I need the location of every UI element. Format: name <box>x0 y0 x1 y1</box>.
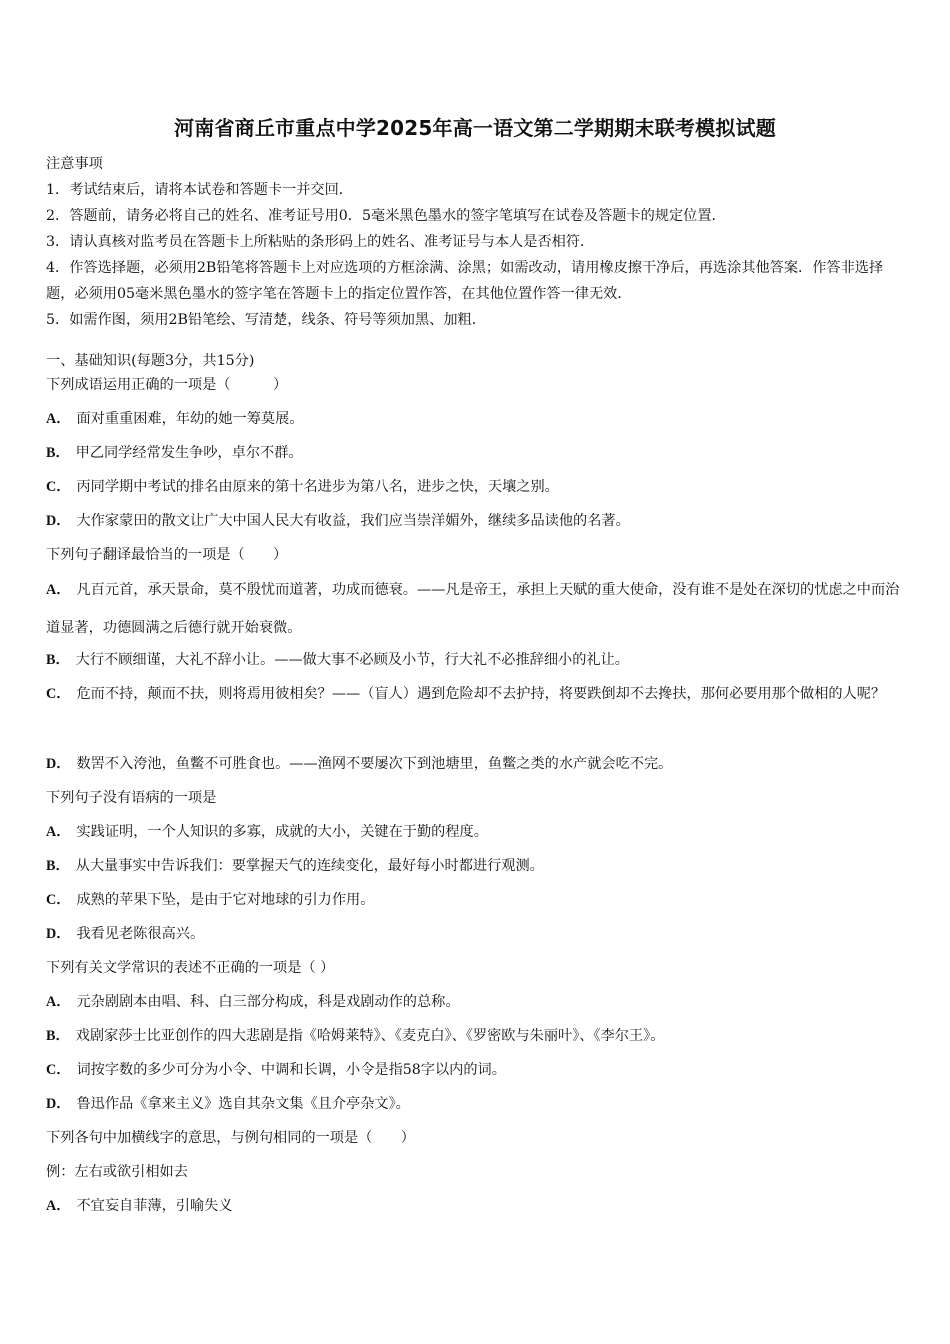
notice-item: 4．作答选择题，必须用2B铅笔将答题卡上对应选项的方框涂满、涂黑；如需改动，请用橡皮擦干净后，再选涂其他答案．作答非选择题，必须用05毫米黑色墨水的签字笔在答题卡上的指定位置作答，在其他位置作答一律无效． <box>46 260 884 302</box>
option-label: A． <box>46 582 71 598</box>
example-sentence: 例：左右或欲引相如去 <box>46 1164 188 1180</box>
option-text: 危而不持，颠而不扶，则将焉用彼相矣？——（盲人）遇到危险却不去护持，将要跌倒却不去搀扶，那何必要用那个做相的人呢？ <box>76 686 886 702</box>
option <box>46 571 904 647</box>
option <box>46 511 904 531</box>
option-text: 实践证明，一个人知识的多寡，成就的大小，关键在于勤的程度。 <box>76 824 488 840</box>
option-label: C． <box>46 686 71 702</box>
option-label: D． <box>46 756 71 772</box>
option-text: 元杂剧剧本由唱、科、白三部分构成，科是戏剧动作的总称。 <box>76 994 460 1010</box>
option-text: 面对重重困难，年幼的她一筹莫展。 <box>76 411 304 427</box>
option-label: B． <box>46 1028 70 1044</box>
option <box>46 443 904 463</box>
option <box>46 650 904 670</box>
option <box>46 1060 904 1080</box>
option <box>46 1026 904 1046</box>
option <box>46 856 904 876</box>
option-label: B． <box>46 858 70 874</box>
option-label: A． <box>46 411 71 427</box>
option-label: C． <box>46 479 71 495</box>
option-text: 戏剧家莎士比亚创作的四大悲剧是指《哈姆莱特》、《麦克白》、《罗密欧与朱丽叶》、《李尔王》。 <box>75 1028 665 1044</box>
notice-item: 3．请认真核对监考员在答题卡上所粘贴的条形码上的姓名、准考证号与本人是否相符． <box>46 234 595 250</box>
option <box>46 754 904 774</box>
option-text: 不宜妄自菲薄，引喻失义 <box>76 1198 233 1214</box>
option <box>46 1094 904 1114</box>
notice-block <box>46 151 904 333</box>
option-text: 凡百元首，承天景命，莫不殷忧而道著，功成而德衰。——凡是帝王，承担上天赋的重大使命，没有谁不是处在深切的忧虑之中而治道显著，功德圆满之后德行就开始衰微。 <box>46 582 900 636</box>
option <box>46 477 904 497</box>
option-text: 鲁迅作品《拿来主义》选自其杂文集《且介亭杂文》。 <box>76 1096 410 1112</box>
page-title: 河南省商丘市重点中学2025年高一语文第二学期期末联考模拟试题 <box>174 116 776 140</box>
option-text: 词按字数的多少可分为小令、中调和长调，小令是指58字以内的词。 <box>76 1062 506 1078</box>
notice-item: 5．如需作图，须用2B铅笔绘、写清楚，线条、符号等须加黑、加粗． <box>46 312 486 328</box>
option-label: B． <box>46 445 70 461</box>
option-label: B． <box>46 652 70 668</box>
question-stem: 下列成语运用正确的一项是（ ） <box>46 377 288 393</box>
section-heading: 一、基础知识(每题3分，共15分) <box>46 353 255 369</box>
option-label: D． <box>46 926 71 942</box>
option <box>46 924 904 944</box>
option-label: D． <box>46 513 71 529</box>
option-text: 丙同学期中考试的排名由原来的第十名进步为第八名，进步之快，天壤之别。 <box>76 479 559 495</box>
option-label: C． <box>46 892 71 908</box>
option-text: 数罟不入洿池，鱼鳖不可胜食也。——渔网不要屡次下到池塘里，鱼鳖之类的水产就会吃不完。 <box>76 756 673 772</box>
option <box>46 409 904 429</box>
option-label: C． <box>46 1062 71 1078</box>
question-stem: 下列有关文学常识的表述不正确的一项是（ ） <box>46 960 335 976</box>
option-text: 大作家蒙田的散文让广大中国人民大有收益，我们应当崇洋媚外，继续多品读他的名著。 <box>76 513 630 529</box>
notice-item: 1．考试结束后，请将本试卷和答题卡一并交回． <box>46 182 353 198</box>
option <box>46 822 904 842</box>
question-stem: 下列各句中加横线字的意思，与例句相同的一项是（ ） <box>46 1130 415 1146</box>
option <box>46 992 904 1012</box>
notice-item: 2．答题前，请务必将自己的姓名、准考证号用0．5毫米黑色墨水的签字笔填写在试卷及答题卡的规定位置． <box>46 208 726 224</box>
question-stem: 下列句子没有语病的一项是 <box>46 790 217 806</box>
option <box>46 675 904 713</box>
option-label: D． <box>46 1096 71 1112</box>
notice-heading: 注意事项 <box>46 156 103 172</box>
option-text: 成熟的苹果下坠，是由于它对地球的引力作用。 <box>76 892 375 908</box>
option-text: 我看见老陈很高兴。 <box>76 926 205 942</box>
question-stem: 下列句子翻译最恰当的一项是（ ） <box>46 547 288 563</box>
option-text: 大行不顾细谨，大礼不辞小让。——做大事不必顾及小节，行大礼不必推辞细小的礼让。 <box>75 652 629 668</box>
option <box>46 1196 904 1216</box>
option-text: 从大量事实中告诉我们：要掌握天气的连续变化，最好每小时都进行观测。 <box>75 858 544 874</box>
option <box>46 890 904 910</box>
option-label: A． <box>46 824 71 840</box>
option-label: A． <box>46 994 71 1010</box>
option-label: A． <box>46 1198 71 1214</box>
option-text: 甲乙同学经常发生争吵，卓尔不群。 <box>75 445 303 461</box>
